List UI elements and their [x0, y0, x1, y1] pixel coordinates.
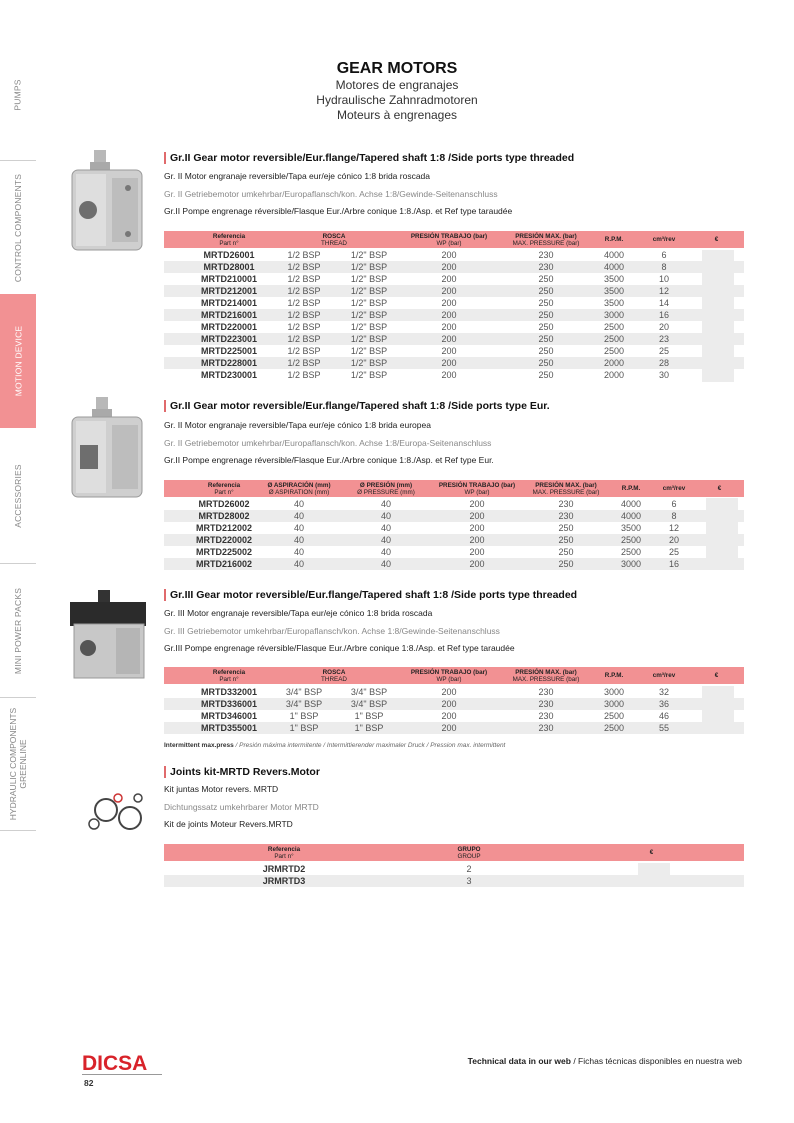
table-row [164, 261, 744, 273]
sidebar-tab-mini-power-packs[interactable] [0, 564, 36, 697]
table-row [164, 686, 744, 698]
cell-rpm: 2000 [603, 370, 625, 380]
cell-ref: MRTD346001 [200, 711, 258, 721]
cell-rpm: 2500 [603, 711, 625, 721]
cell-wp: 200 [441, 262, 457, 272]
cell-t2: 1/2" BSP [350, 334, 388, 344]
table-header: Referencia Part n° ROSCA THREAD PRESIÓN TRABAJO (bar) WP (bar) PRESIÓN MAX. (bar) MAX. PRESSURE (bar) R.P.M. cm³/rev € [164, 667, 744, 684]
cell-t2: 1/2" BSP [350, 346, 388, 356]
gear-motor-image-2 [62, 395, 156, 507]
cell-rpm: 2500 [620, 535, 642, 545]
page-title: GEAR MOTORS [336, 60, 458, 77]
cell-wp: 200 [441, 723, 457, 733]
section-description: Gr. II Motor engranaje reversible/Tapa eur/eje cónico 1:8 brida roscada Gr. II Getriebemotor umkehrbar/Europaflansch/kon. Achse 1:8/Gewinde-Seitenanschluss Gr.II Pompe engrenage réversible/Flasque Eur./Arbre conique 1:8./Asp. et Ref type taraudée [164, 171, 513, 216]
cell-grupo: 2 [466, 864, 472, 874]
cell-max: 250 [538, 370, 554, 380]
cell-wp: 200 [441, 334, 457, 344]
cell-t2: 1/2" BSP [350, 274, 388, 284]
sidebar-divider [0, 830, 36, 831]
table-row [164, 710, 744, 722]
cell-max: 230 [558, 499, 574, 509]
cell-cm3: 32 [658, 687, 669, 697]
cell-t2: 1" BSP [354, 711, 384, 721]
page-header [0, 60, 794, 123]
cell-rpm: 4000 [620, 499, 642, 509]
cell-t2: 1/2" BSP [350, 250, 388, 260]
dicsa-logo [82, 1050, 152, 1074]
sidebar-tab-hydraulic-components[interactable] [0, 698, 36, 830]
cell-ref: MRTD216001 [200, 310, 258, 320]
cell-ref: MRTD214001 [200, 298, 258, 308]
cell-wp: 200 [469, 511, 485, 521]
cell-ref: MRTD212001 [200, 286, 258, 296]
table-row [164, 309, 744, 321]
cell-cm3: 8 [671, 511, 677, 521]
cell-max: 250 [538, 274, 554, 284]
cell-rpm: 3500 [603, 286, 625, 296]
cell-t2: 1/2" BSP [350, 286, 388, 296]
table-row [164, 546, 744, 558]
cell-rpm: 3000 [603, 687, 625, 697]
cell-asp: 40 [293, 523, 304, 533]
cell-wp: 200 [441, 699, 457, 709]
footer-divider [82, 1074, 162, 1075]
cell-t2: 1/2" BSP [350, 322, 388, 332]
cell-ref: MRTD225001 [200, 346, 258, 356]
sidebar-tab-label: PUMPS [12, 79, 23, 111]
table-row [164, 698, 744, 710]
cell-cm3: 30 [658, 370, 669, 380]
cell-cm3: 20 [658, 322, 669, 332]
cell-wp: 200 [441, 298, 457, 308]
table-row [164, 321, 744, 333]
cell-t1: 1/2 BSP [287, 250, 321, 260]
page-subtitle-es: Motores de engranajes [335, 78, 459, 92]
cell-wp: 200 [441, 286, 457, 296]
cell-max: 250 [538, 298, 554, 308]
cell-t2: 1" BSP [354, 723, 384, 733]
section-title-gr3-threaded: Gr.III Gear motor reversible/Eur.flange/Tapered shaft 1:8 /Side ports type threaded [164, 589, 577, 601]
cell-cm3: 28 [658, 358, 669, 368]
sidebar-tab-label: HYDRAULIC COMPONENTS GREENLINE [8, 707, 28, 821]
cell-t1: 1/2 BSP [287, 346, 321, 356]
cell-t1: 1/2 BSP [287, 358, 321, 368]
cell-max: 230 [538, 699, 554, 709]
cell-ref: MRTD212002 [195, 523, 253, 533]
section-title-gr2-eur: Gr.II Gear motor reversible/Eur.flange/Tapered shaft 1:8 /Side ports type Eur. [164, 400, 550, 412]
cell-rpm: 2500 [603, 322, 625, 332]
footer-tech-data: Technical data in our web / Fichas técnicas disponibles en nuestra web [467, 1056, 742, 1066]
cell-asp: 40 [293, 547, 304, 557]
cell-t2: 1/2" BSP [350, 310, 388, 320]
intermittent-pressure-note: Intermittent max.press / Presión máxima intermitente / Intermittierender maximaler Druck / Pression max. intermittent [164, 742, 506, 749]
table-row [164, 273, 744, 285]
cell-cm3: 16 [658, 310, 669, 320]
cell-max: 250 [558, 535, 574, 545]
cell-t1: 1/2 BSP [287, 298, 321, 308]
table-row [164, 285, 744, 297]
table-row [164, 722, 744, 734]
cell-t1: 1/2 BSP [287, 274, 321, 284]
section-description: Gr. III Motor engranaje reversible/Tapa eur/eje cónico 1:8 brida roscada Gr. III Getriebemotor umkehrbar/Europaflansch/kon. Achse 1:8/Gewinde-Seitenanschluss Gr.III Pompe engrenage réversible/Flasque Eur./Arbre conique 1:8./Asp. et Ref type taraudée [164, 608, 515, 653]
cell-cm3: 23 [658, 334, 669, 344]
cell-rpm: 2500 [620, 547, 642, 557]
cell-rpm: 3000 [620, 559, 642, 569]
table-row [164, 333, 744, 345]
cell-rpm: 2500 [603, 346, 625, 356]
price-cell [638, 863, 670, 885]
table-row [164, 510, 744, 522]
table-row [164, 558, 744, 570]
sidebar-tab-label: MINI POWER PACKS [13, 587, 24, 674]
cell-asp: 40 [293, 535, 304, 545]
cell-cm3: 46 [658, 711, 669, 721]
cell-ref: JRMRTD3 [262, 876, 306, 886]
cell-rpm: 3500 [603, 274, 625, 284]
cell-t1: 3/4" BSP [285, 687, 323, 697]
table-row [164, 345, 744, 357]
cell-t2: 1/2" BSP [350, 358, 388, 368]
cell-cm3: 25 [668, 547, 679, 557]
cell-cm3: 8 [661, 262, 667, 272]
cell-ref: MRTD225002 [195, 547, 253, 557]
cell-cm3: 10 [658, 274, 669, 284]
cell-max: 250 [538, 322, 554, 332]
page-subtitle-fr: Moteurs à engrenages [336, 108, 458, 122]
cell-wp: 200 [469, 523, 485, 533]
cell-cm3: 25 [658, 346, 669, 356]
cell-rpm: 4000 [620, 511, 642, 521]
cell-max: 250 [538, 358, 554, 368]
cell-ref: MRTD336001 [200, 699, 258, 709]
cell-t2: 1/2" BSP [350, 262, 388, 272]
cell-wp: 200 [441, 711, 457, 721]
cell-pres: 40 [380, 511, 391, 521]
table-row [164, 534, 744, 546]
cell-max: 230 [558, 511, 574, 521]
price-column [702, 686, 734, 734]
cell-pres: 40 [380, 547, 391, 557]
cell-wp: 200 [441, 274, 457, 284]
cell-t1: 1/2 BSP [287, 334, 321, 344]
cell-ref: JRMRTD2 [262, 864, 306, 874]
cell-wp: 200 [441, 322, 457, 332]
cell-ref: MRTD220001 [200, 322, 258, 332]
cell-asp: 40 [293, 499, 304, 509]
cell-t1: 1/2 BSP [287, 370, 321, 380]
cell-max: 230 [538, 711, 554, 721]
cell-wp: 200 [441, 370, 457, 380]
cell-max: 250 [558, 523, 574, 533]
cell-rpm: 2000 [603, 358, 625, 368]
cell-pres: 40 [380, 559, 391, 569]
cell-max: 250 [538, 334, 554, 344]
cell-rpm: 4000 [603, 250, 625, 260]
cell-max: 230 [538, 262, 554, 272]
cell-t2: 1/2" BSP [350, 298, 388, 308]
section-title-gr2-threaded: Gr.II Gear motor reversible/Eur.flange/Tapered shaft 1:8 /Side ports type threaded [164, 152, 574, 164]
table-row [164, 369, 744, 381]
cell-rpm: 3500 [620, 523, 642, 533]
cell-pres: 40 [380, 535, 391, 545]
table-header: Referencia Part n° ROSCA THREAD PRESIÓN TRABAJO (bar) WP (bar) PRESIÓN MAX. (bar) MAX. PRESSURE (bar) R.P.M. cm³/rev € [164, 231, 744, 248]
gear-motor-image-3 [60, 588, 160, 688]
table-header: Referencia Part n° Ø ASPIRACIÓN (mm) Ø ASPIRATION (mm) Ø PRESIÓN (mm) Ø PRESSURE (mm) PRESIÓN TRABAJO (bar) WP (bar) PRESIÓN MAX. (bar) MAX. PRESSURE (bar) R.P.M. cm³/rev € [164, 480, 744, 497]
cell-t1: 1/2 BSP [287, 286, 321, 296]
cell-cm3: 12 [658, 286, 669, 296]
cell-wp: 200 [441, 687, 457, 697]
cell-ref: MRTD355001 [200, 723, 258, 733]
cell-wp: 200 [469, 559, 485, 569]
cell-t1: 1/2 BSP [287, 262, 321, 272]
section-title-joints-kit: Joints kit-MRTD Revers.Motor [164, 766, 320, 778]
cell-pres: 40 [380, 523, 391, 533]
page-subtitle-de: Hydraulische Zahnradmotoren [316, 93, 478, 107]
cell-ref: MRTD230001 [200, 370, 258, 380]
section-description: Kit juntas Motor revers. MRTD Dichtungssatz umkehrbarer Motor MRTD Kit de joints Moteur Revers.MRTD [164, 784, 319, 829]
svg-text:DICSA: DICSA [82, 1052, 148, 1074]
cell-rpm: 3000 [603, 699, 625, 709]
gear-motor-image-1 [62, 148, 156, 260]
cell-wp: 200 [441, 250, 457, 260]
cell-rpm: 2500 [603, 723, 625, 733]
cell-ref: MRTD28002 [198, 511, 250, 521]
cell-max: 230 [538, 723, 554, 733]
cell-t2: 3/4" BSP [350, 699, 388, 709]
price-column [706, 498, 738, 570]
cell-t2: 3/4" BSP [350, 687, 388, 697]
cell-ref: MRTD220002 [195, 535, 253, 545]
cell-wp: 200 [441, 310, 457, 320]
section-description: Gr. II Motor engranaje reversible/Tapa eur/eje cónico 1:8 brida europea Gr. II Getriebemotor umkehrbar/Europaflansch/kon. Achse 1:8/Europa-Seitenanschluss Gr.II Pompe engrenage réversible/Flasque Eur./Arbre conique 1:8./Asp. et Ref type Eur. [164, 420, 494, 465]
sidebar-tab-label: ACCESSORIES [13, 464, 24, 528]
cell-max: 250 [538, 310, 554, 320]
table-row [164, 249, 744, 261]
cell-t1: 1/2 BSP [287, 322, 321, 332]
cell-ref: MRTD223001 [200, 334, 258, 344]
cell-ref: MRTD28001 [203, 262, 255, 272]
cell-rpm: 2500 [603, 334, 625, 344]
table-row [164, 297, 744, 309]
cell-cm3: 12 [668, 523, 679, 533]
cell-ref: MRTD216002 [195, 559, 253, 569]
cell-rpm: 4000 [603, 262, 625, 272]
cell-ref: MRTD210001 [200, 274, 258, 284]
cell-ref: MRTD332001 [200, 687, 258, 697]
cell-rpm: 3500 [603, 298, 625, 308]
cell-t1: 3/4" BSP [285, 699, 323, 709]
cell-t1: 1/2 BSP [287, 310, 321, 320]
cell-ref: MRTD26002 [198, 499, 250, 509]
cell-max: 250 [538, 286, 554, 296]
cell-rpm: 3000 [603, 310, 625, 320]
cell-wp: 200 [469, 547, 485, 557]
sidebar-tab-label: CONTROL COMPONENTS [13, 173, 23, 282]
cell-wp: 200 [441, 346, 457, 356]
price-column [702, 250, 734, 382]
cell-max: 250 [558, 559, 574, 569]
cell-max: 230 [538, 687, 554, 697]
sidebar-tab-label: MOTION DEVICE [13, 325, 24, 397]
cell-max: 250 [538, 346, 554, 356]
sidebar-tab-motion-device[interactable] [0, 294, 36, 428]
cell-ref: MRTD228001 [200, 358, 258, 368]
cell-cm3: 55 [658, 723, 669, 733]
cell-cm3: 14 [658, 298, 669, 308]
table-row [164, 498, 744, 510]
table-row [164, 357, 744, 369]
cell-wp: 200 [469, 535, 485, 545]
cell-asp: 40 [293, 559, 304, 569]
cell-pres: 40 [380, 499, 391, 509]
cell-wp: 200 [441, 358, 457, 368]
cell-cm3: 20 [668, 535, 679, 545]
cell-t1: 1" BSP [289, 723, 319, 733]
cell-cm3: 36 [658, 699, 669, 709]
sidebar-tab-accessories[interactable] [0, 429, 36, 563]
cell-max: 230 [538, 250, 554, 260]
cell-ref: MRTD26001 [203, 250, 255, 260]
cell-cm3: 16 [668, 559, 679, 569]
cell-wp: 200 [469, 499, 485, 509]
joints-kit-image [80, 790, 150, 836]
cell-t1: 1" BSP [289, 711, 319, 721]
table-row [164, 522, 744, 534]
cell-asp: 40 [293, 511, 304, 521]
sidebar-tab-control-components[interactable] [0, 161, 36, 294]
cell-grupo: 3 [466, 876, 472, 886]
cell-cm3: 6 [671, 499, 677, 509]
cell-t2: 1/2" BSP [350, 370, 388, 380]
table-header: Referencia Part n° GRUPO GROUP € [164, 844, 744, 861]
page-number: 82 [84, 1078, 94, 1088]
cell-cm3: 6 [661, 250, 667, 260]
cell-max: 250 [558, 547, 574, 557]
